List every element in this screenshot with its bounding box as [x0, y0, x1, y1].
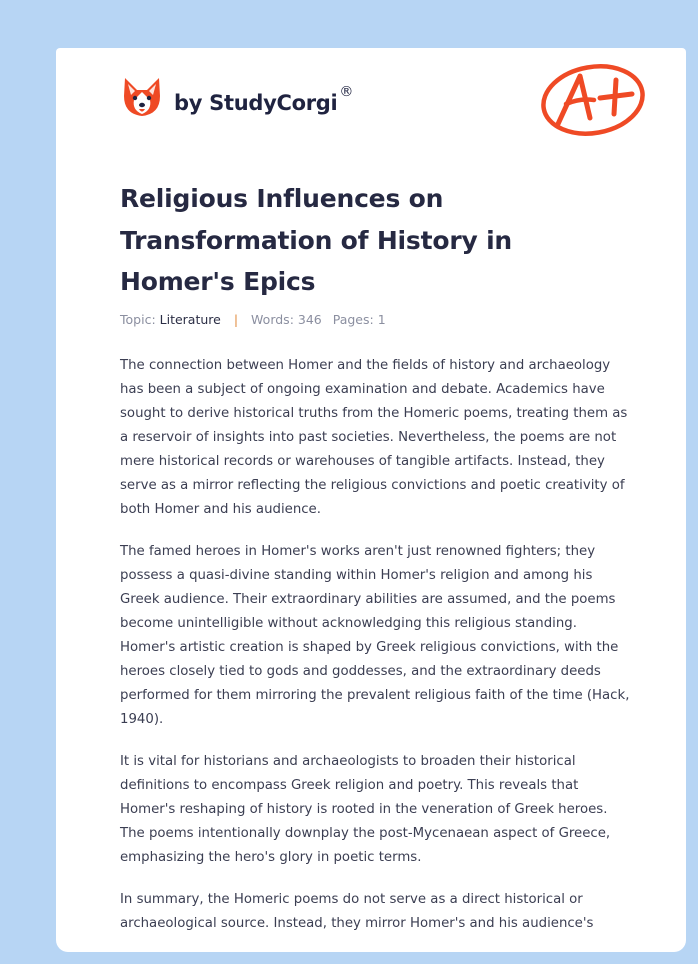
pages-label: Pages: — [332, 312, 374, 327]
topic-link[interactable]: Literature — [159, 312, 221, 327]
a-plus-badge-icon — [536, 58, 648, 140]
paragraph: In summary, the Homeric poems do not serve as a direct historical or archaeological source. Instead, they mirror Homer's and his audience's — [120, 892, 594, 931]
pages-value: 1 — [377, 312, 386, 327]
registered-mark: ® — [339, 84, 354, 100]
topic-label: Topic: — [120, 312, 156, 327]
paragraph: The famed heroes in Homer's works aren't just renowned fighters; they possess a quasi-divine standing within Homer's religion and among his Greek audience. Their extraordinary abilities are assumed, and the poems become unintelligible without acknowledging this religious standing. Homer's artistic creation is shaped by Greek religious convictions, with the heroes closely tied to gods and goddesses, and the extraordinary deeds performed for them mirroring the prevalent religious faith of the time (Hack, 1940). — [120, 544, 630, 727]
meta-separator: | — [233, 312, 239, 327]
document-meta — [120, 312, 386, 327]
paragraph: It is vital for historians and archaeologists to broaden their historical definitions to encompass Greek religion and poetry. This reveals that Homer's reshaping of history is rooted in the veneration of Greek heroes. The poems intentionally downplay the post-Mycenaean aspect of Greece, emphasizing the hero's glory in poetic terms. — [120, 754, 611, 865]
corgi-icon — [122, 76, 162, 120]
essay-body — [120, 354, 632, 952]
brand-header[interactable] — [122, 76, 353, 120]
page-title: Religious Influences on Transformation of History in Homer's Epics — [120, 184, 513, 296]
words-label: Words: — [251, 312, 294, 327]
words-value: 346 — [297, 312, 322, 327]
document-card — [56, 48, 686, 952]
brand-name: by StudyCorgi — [174, 91, 338, 115]
paragraph: The connection between Homer and the fields of history and archaeology has been a subject of ongoing examination and debate. Academics have sought to derive historical truths from the Homeric poems, treating them as a reservoir of insights into past societies. Nevertheless, the poems are not mere historical records or warehouses of tangible artifacts. Instead, they serve as a mirror reflecting the religious convictions and poetic creativity of both Homer and his audience. — [120, 358, 628, 517]
